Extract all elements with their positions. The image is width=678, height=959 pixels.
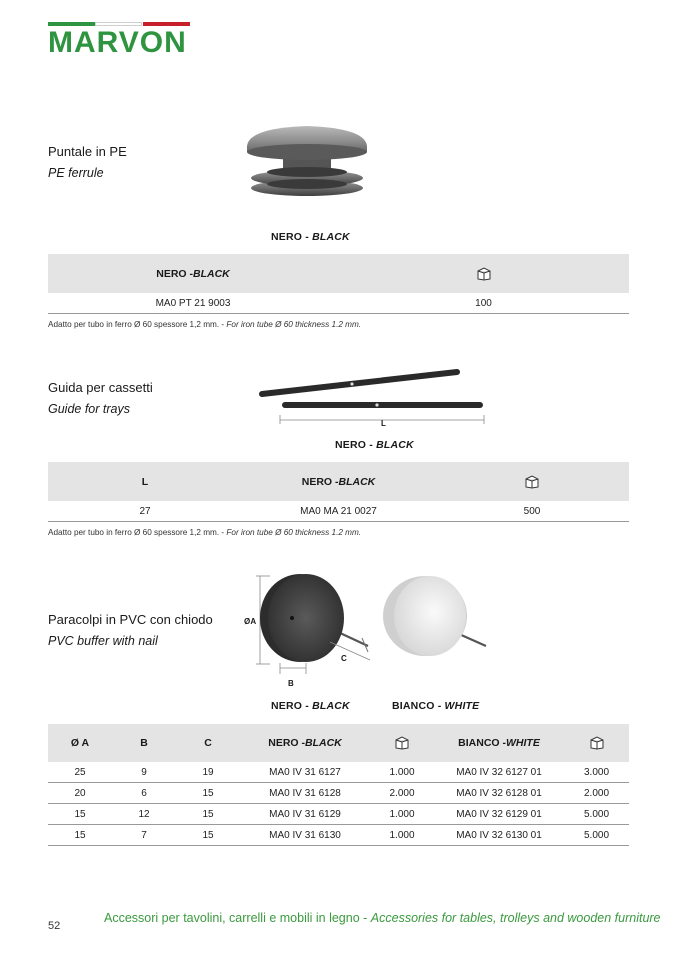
cell-qty-white: 2.000 xyxy=(583,787,610,799)
section1-title-it: Puntale in PE xyxy=(48,144,127,159)
pe-ferrule-image xyxy=(243,122,373,202)
section2-title-it: Guida per cassetti xyxy=(48,380,153,395)
cell-b: 9 xyxy=(141,766,147,778)
section3-header-white: BIANCO - WHITE xyxy=(458,737,540,749)
cell-code-black: MA0 IV 31 6128 xyxy=(269,787,341,799)
pvc-buffer-image xyxy=(240,568,500,692)
cell-qty-white: 5.000 xyxy=(583,808,610,820)
box-icon xyxy=(476,267,492,281)
section3-table xyxy=(48,724,629,846)
cell-c: 15 xyxy=(202,787,214,799)
cell-qty-black: 2.000 xyxy=(389,787,415,799)
page-number: 52 xyxy=(48,920,61,932)
section1-color-label: NERO - BLACK xyxy=(271,231,350,243)
box-icon xyxy=(589,736,605,750)
cell-code-black: MA0 IV 31 6129 xyxy=(269,808,341,820)
table-row xyxy=(48,501,629,522)
tray-guide-image xyxy=(252,364,492,434)
table-row xyxy=(48,293,629,314)
section2-header-l: L xyxy=(141,475,149,488)
footer-caption: Accessori per tavolini, carrelli e mobili in legno - Accessories for tables, trolleys and wooden furniture xyxy=(104,911,661,925)
section2-l: 27 xyxy=(139,505,151,517)
section1-title-en: PE ferrule xyxy=(48,166,104,180)
table-row xyxy=(48,825,629,846)
cell-c: 15 xyxy=(202,808,214,820)
cell-a: 15 xyxy=(74,808,86,820)
section3-header-c: C xyxy=(204,737,212,749)
cell-qty-white: 3.000 xyxy=(583,766,610,778)
cell-b: 6 xyxy=(141,787,147,799)
table-row xyxy=(48,783,629,804)
cell-code-white: MA0 IV 32 6128 01 xyxy=(456,787,542,799)
logo-text: MARVON xyxy=(48,26,187,59)
marvon-logo xyxy=(48,22,190,58)
dimension-a-label: ØA xyxy=(244,617,257,626)
section3-color-label-black: NERO - BLACK xyxy=(271,700,350,712)
section1-code: MA0 PT 21 9003 xyxy=(155,297,231,309)
section2-note: Adatto per tubo in ferro Ø 60 spessore 1,2 mm. - For iron tube Ø 60 thickness 1.2 mm. xyxy=(48,528,362,537)
box-icon xyxy=(524,475,540,489)
section2-dimension-l: L xyxy=(381,419,387,428)
section1-header-color: NERO - BLACK xyxy=(156,267,230,280)
section2-color-label: NERO - BLACK xyxy=(335,439,414,451)
section3-title-it: Paracolpi in PVC con chiodo xyxy=(48,612,213,627)
section3-header-b: B xyxy=(140,737,148,749)
cell-code-white: MA0 IV 32 6130 01 xyxy=(456,829,542,841)
section2-title-en: Guide for trays xyxy=(48,402,130,416)
section3-table-header xyxy=(48,724,629,762)
cell-qty-white: 5.000 xyxy=(583,829,610,841)
section1-header-package xyxy=(338,254,629,293)
section3-header-package-white xyxy=(564,724,629,762)
cell-a: 20 xyxy=(74,787,86,799)
section2-code: MA0 MA 21 0027 xyxy=(300,505,377,517)
box-icon xyxy=(394,736,410,750)
cell-b: 12 xyxy=(138,808,150,820)
cell-c: 19 xyxy=(202,766,214,778)
table-row xyxy=(48,762,629,783)
section2-header-package xyxy=(435,462,629,501)
cell-code-black: MA0 IV 31 6130 xyxy=(269,829,341,841)
cell-code-black: MA0 IV 31 6127 xyxy=(269,766,341,778)
section2-header-color: NERO - BLACK xyxy=(301,475,376,488)
section1-qty: 100 xyxy=(475,297,492,309)
cell-code-white: MA0 IV 32 6129 01 xyxy=(456,808,542,820)
cell-code-white: MA0 IV 32 6127 01 xyxy=(456,766,542,778)
cell-qty-black: 1.000 xyxy=(389,766,415,778)
section2-qty: 500 xyxy=(523,505,541,517)
dimension-b-label: B xyxy=(288,679,294,688)
section1-table-header xyxy=(48,254,629,293)
cell-c: 15 xyxy=(202,829,214,841)
section3-title-en: PVC buffer with nail xyxy=(48,634,158,648)
section2-table xyxy=(48,462,629,522)
section1-table xyxy=(48,254,629,314)
section2-table-header xyxy=(48,462,629,501)
table-row xyxy=(48,804,629,825)
section3-header-a: Ø A xyxy=(70,737,90,749)
cell-b: 7 xyxy=(141,829,147,841)
cell-qty-black: 1.000 xyxy=(389,829,415,841)
cell-qty-black: 1.000 xyxy=(389,808,415,820)
cell-a: 15 xyxy=(74,829,86,841)
section3-header-black: NERO - BLACK xyxy=(268,737,342,749)
section3-header-package-black xyxy=(370,724,434,762)
cell-a: 25 xyxy=(74,766,86,778)
section1-note: Adatto per tubo in ferro Ø 60 spessore 1,2 mm. - For iron tube Ø 60 thickness 1.2 mm. xyxy=(48,320,362,329)
dimension-c-label: C xyxy=(341,654,347,663)
section3-color-label-white: BIANCO - WHITE xyxy=(392,700,480,712)
